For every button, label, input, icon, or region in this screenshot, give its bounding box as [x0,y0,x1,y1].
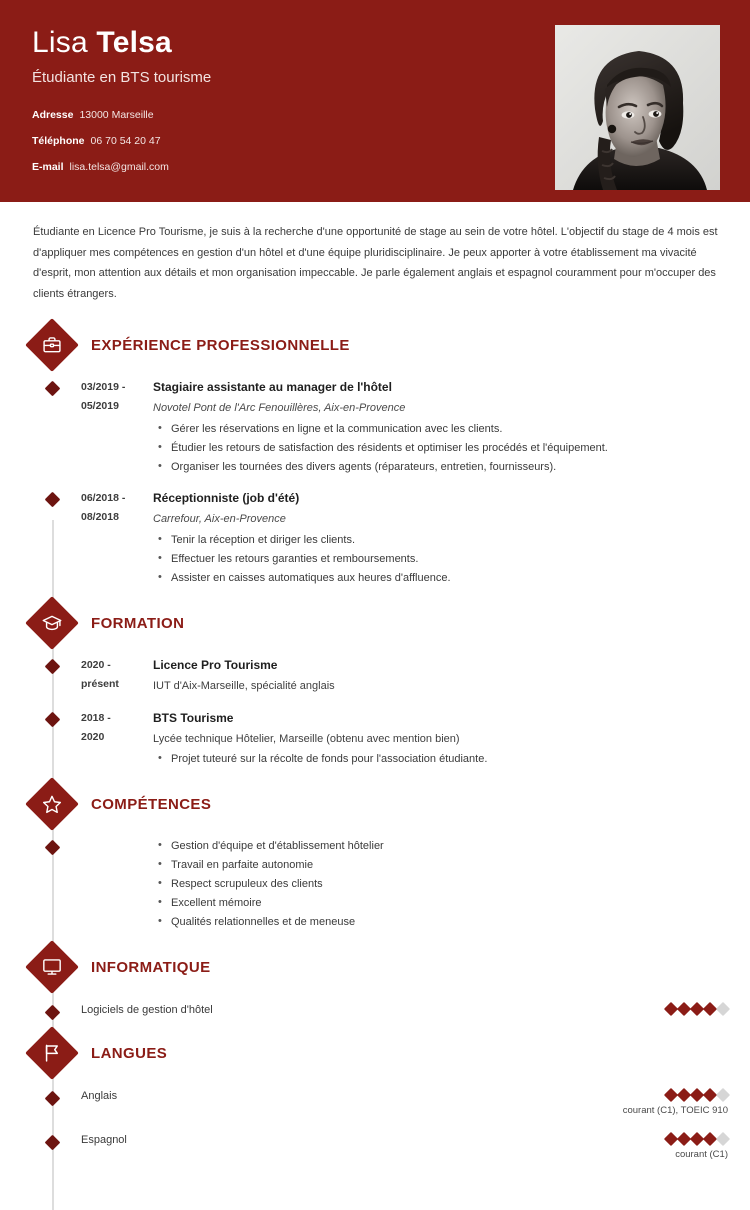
graduation-cap-icon [25,596,79,650]
section-title-informatique: INFORMATIQUE [91,958,211,976]
job-employer: Carrefour, Aix-en-Provence [153,513,286,525]
experience-entry [0,378,750,477]
timeline-marker [45,712,61,728]
experience-entry-body [153,489,750,588]
experience-entry [0,489,750,588]
profile-summary: Étudiante en Licence Pro Tourisme, je suis à la recherche d'une opportunité de stage au sein de votre hôtel. L'objectif du stage de 4 mois est d'appliquer mes compétences en gestion d'un hôtel et d'une équipe pluridisciplinaire. Je peux apporter à votre établissement ma vivacité d'esprit, mon attention aux détails et mon organisation impeccable. Je parle également anglais et espagnol couramment pour m'occuper des clients étrangers. [33,226,718,300]
rating-diamond-empty [716,1001,730,1015]
job-title: Stagiaire assistante au manager de l'hôtel [153,380,392,394]
timeline-marker [45,840,61,856]
list-item: • Tenir la réception et diriger les clients. [153,531,726,550]
timeline-marker [45,381,61,397]
date-end: présent [81,678,119,690]
formation-entry [0,656,750,697]
resume-body [0,202,750,1162]
experience-entry-date [81,378,153,477]
formation-entry-body [153,656,750,697]
experience-entry-body [153,378,750,477]
competences-body [81,837,750,932]
competences-list [153,837,726,932]
job-employer: Novotel Pont de l'Arc Fenouillères, Aix-en-Provence [153,402,406,414]
timeline-marker [45,492,61,508]
job-title: Réceptionniste (job d'été) [153,491,300,505]
contact-address-label: Adresse [32,109,74,121]
list-item: • Gérer les réservations en ligne et la communication avec les clients. [153,420,726,439]
langue-row [0,1132,750,1162]
list-item: • Organiser les tournées des divers agents (réparateurs, entretien, fournisseurs). [153,458,726,477]
section-title-experience: EXPÉRIENCE PROFESSIONNELLE [91,336,350,354]
school-name: IUT d'Aix-Marseille, spécialité anglais [153,680,335,692]
section-header-langues [0,1032,750,1074]
date-start: 06/2018 - [81,492,126,504]
langue-level-note: courant (C1) [675,1149,728,1160]
competences-entry [0,837,750,932]
informatique-row [0,1002,750,1018]
last-name: Telsa [96,26,172,59]
list-item: • Assister en caisses automatiques aux heures d'affluence. [153,569,726,588]
list-item: • Étudier les retours de satisfaction des résidents et optimiser les procédés et l'équipement. [153,439,726,458]
section-header-informatique [0,946,750,988]
list-item: • Travail en parfaite autonomie [153,856,726,875]
degree-title: BTS Tourisme [153,711,234,725]
experience-entry-date [81,489,153,588]
formation-entry [0,709,750,769]
langue-label: Espagnol [81,1134,127,1146]
rating-scale [666,1132,728,1145]
date-start: 2020 - [81,659,111,671]
timeline-marker [45,1005,61,1021]
informatique-rating [666,1002,750,1015]
school-name: Lycée technique Hôtelier, Marseille (obtenu avec mention bien) [153,733,460,745]
langue-label: Anglais [81,1090,118,1102]
langue-level-note: courant (C1), TOEIC 910 [622,1105,728,1116]
contact-email-label: E-mail [32,161,64,173]
headline: Étudiante en BTS tourisme [32,69,212,86]
contact-phone-value: 06 70 54 20 47 [90,135,161,147]
formation-entry-body [153,709,750,769]
langue-rating [666,1132,750,1162]
contact-email-value[interactable]: lisa.telsa@gmail.com [69,161,169,173]
langue-rating [623,1088,750,1118]
avatar [555,25,720,190]
formation-entry-date [81,656,153,697]
date-start: 03/2019 - [81,381,126,393]
section-title-formation: FORMATION [91,614,185,632]
rating-diamond-empty [716,1131,730,1145]
rating-diamond-empty [716,1087,730,1101]
list-item: • Qualités relationnelles et de meneuse [153,913,726,932]
resume-header [0,0,750,202]
date-end: 05/2019 [81,400,119,412]
monitor-icon [25,940,79,994]
list-item: • Projet tuteuré sur la récolte de fonds pour l'association étudiante. [153,750,726,769]
briefcase-icon [25,318,79,372]
section-header-competences [0,783,750,825]
langue-row [0,1088,750,1118]
degree-bullets [153,750,726,769]
list-item: • Effectuer les retours garanties et remboursements. [153,550,726,569]
section-header-experience [0,324,750,366]
date-start: 2018 - [81,712,111,724]
section-header-formation [0,602,750,644]
list-item: • Gestion d'équipe et d'établissement hôtelier [153,837,726,856]
contact-phone-label: Téléphone [32,135,85,147]
first-name: Lisa [32,26,88,59]
list-item: • Respect scrupuleux des clients [153,875,726,894]
formation-entry-date [81,709,153,769]
informatique-label: Logiciels de gestion d'hôtel [81,1004,213,1016]
timeline-marker [45,659,61,675]
date-end: 2020 [81,731,105,743]
portrait-photo-icon [555,25,720,190]
star-icon [25,777,79,831]
degree-title: Licence Pro Tourisme [153,658,278,672]
rating-scale [623,1088,728,1101]
rating-scale [666,1002,728,1015]
sections-container [0,324,750,1162]
list-item: • Excellent mémoire [153,894,726,913]
timeline-marker [45,1135,61,1151]
section-title-langues: LANGUES [91,1044,168,1062]
section-title-competences: COMPÉTENCES [91,795,212,813]
contact-address-value: 13000 Marseille [79,109,154,121]
timeline-marker [45,1091,61,1107]
date-end: 08/2018 [81,511,119,523]
job-bullets [153,531,726,588]
flag-icon [25,1026,79,1080]
job-bullets [153,420,726,477]
